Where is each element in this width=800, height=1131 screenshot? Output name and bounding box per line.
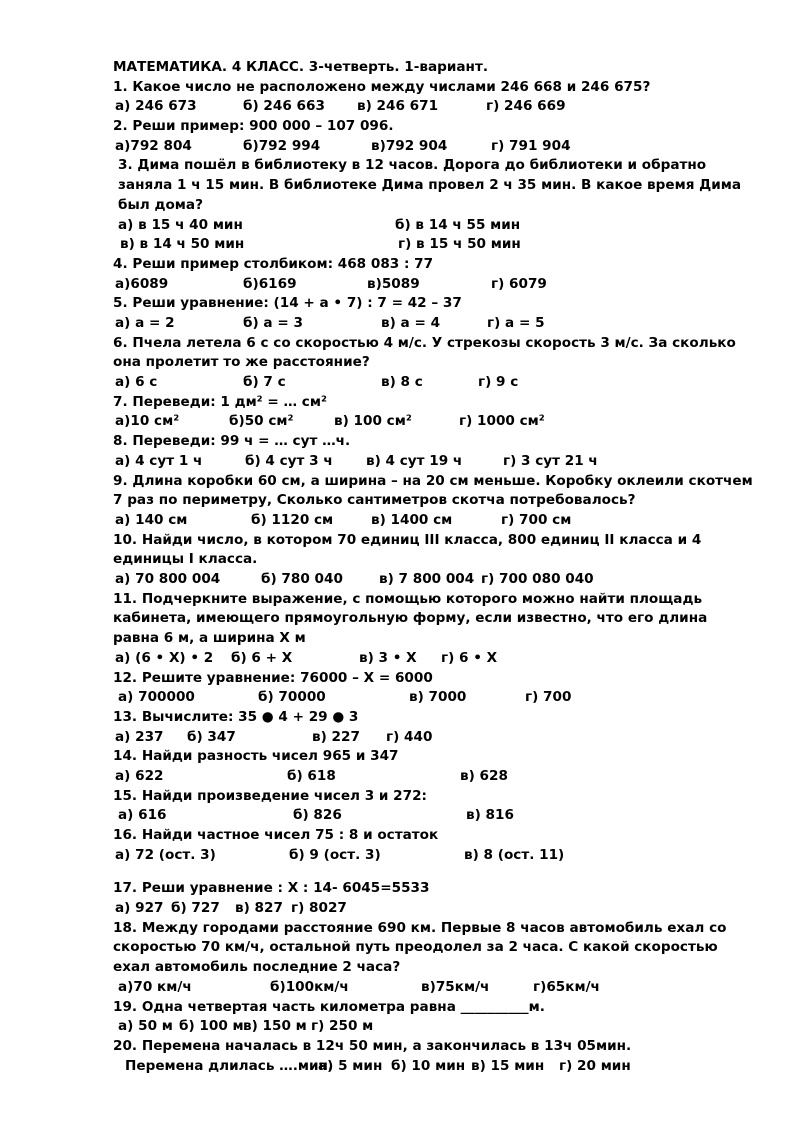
question-10: 10. Найди число, в котором 70 единиц III класса, 800 единиц II класса и 4 единицы I класса. [113, 531, 702, 568]
answers-8 [113, 452, 753, 472]
option-c: в) 4 сут 19 ч [366, 452, 463, 469]
option-d: г) 700 см [501, 511, 572, 528]
answers-6 [113, 373, 753, 393]
option-d: г) 20 мин [559, 1057, 631, 1074]
question-17: 17. Реши уравнение : Х : 14- 6045=5533 [113, 880, 430, 897]
option-a: а)6089 [115, 275, 169, 292]
option-b: б) 10 мин [391, 1057, 466, 1074]
option-a: а) 237 [115, 728, 164, 745]
answers-1 [113, 97, 753, 117]
option-c: в) в 14 ч 50 мин [120, 236, 245, 253]
option-a: а)792 804 [115, 137, 192, 154]
question-20-stem: Перемена длилась ….мин. [125, 1057, 334, 1074]
option-d: г) 440 [386, 728, 433, 745]
option-d: г) а = 5 [487, 314, 545, 331]
worksheet [113, 58, 753, 1076]
option-c: в) 7 800 004 [379, 571, 475, 588]
option-d: г) 246 669 [486, 98, 566, 115]
option-a: а) 70 800 004 [115, 571, 221, 588]
option-d: г) 1000 см² [459, 413, 545, 430]
option-c: в) 227 [312, 728, 360, 745]
option-a: а)70 км/ч [118, 978, 192, 995]
option-b: б) 826 [293, 807, 342, 824]
question-3: 3. Дима пошёл в библиотеку в 12 часов. Дорога до библиотеки и обратно заняла 1 ч 15 мин. В библиотеке Дима провел 2 ч 35 мин. В какое время Дима был дома? [118, 157, 742, 213]
option-b: б) 70000 [258, 689, 326, 706]
option-c: в) 3 • Х [359, 649, 417, 666]
option-a: а) 4 сут 1 ч [115, 452, 203, 469]
question-5: 5. Реши уравнение: (14 + а • 7) : 7 = 42 – 37 [113, 295, 462, 312]
option-a: а) 72 (ост. 3) [115, 846, 216, 863]
answers-14 [113, 767, 753, 787]
question-20: 20. Перемена началась в 12ч 50 мин, а закончилась в 13ч 05мин. [113, 1037, 632, 1054]
option-a: а)10 см² [115, 413, 180, 430]
question-16: 16. Найди частное чисел 75 : 8 и остаток [113, 827, 439, 843]
question-11: 11. Подчеркните выражение, с помощью которого можно найти площадь кабинета, имеющего прямоугольную форму, если известно, что его длина равна 6 м, а ширина Х м [113, 590, 708, 647]
option-a: а) 50 м [118, 1018, 173, 1035]
option-c: в)792 904 [371, 137, 448, 154]
answers-16 [113, 846, 753, 866]
option-b: б) 4 сут 3 ч [245, 452, 333, 469]
option-d: г) 250 м [311, 1018, 374, 1035]
option-b: б)792 994 [243, 137, 321, 154]
question-6: 6. Пчела летела 6 с со скоростью 4 м/с. У стрекозы скорость 3 м/с. За сколько она пролетит то же расстояние? [113, 334, 736, 371]
answers-11 [113, 649, 753, 669]
option-b: б) 618 [287, 767, 336, 784]
question-14: 14. Найди разность чисел 965 и 347 [113, 748, 399, 765]
question-2: 2. Реши пример: 900 000 – 107 096. [113, 118, 394, 135]
option-d: г) 791 904 [491, 137, 571, 154]
option-b: б) 246 663 [243, 98, 325, 115]
question-1: 1. Какое число не расположено между числами 246 668 и 246 675? [113, 78, 651, 95]
option-b: б) 7 с [243, 374, 286, 391]
option-a: а) 6 с [115, 374, 158, 391]
option-d: г) в 15 ч 50 мин [398, 236, 521, 253]
option-a: а) 927 [115, 900, 164, 917]
option-c: в) 827 [235, 900, 283, 917]
option-c: в) 1400 см [371, 511, 453, 528]
answers-12 [113, 688, 753, 708]
option-d: г) 700 [525, 689, 572, 706]
worksheet-title: МАТЕМАТИКА. 4 КЛАСС. 3-четверть. 1-вариант. [113, 59, 488, 75]
answers-7 [113, 412, 753, 432]
option-b: б) а = 3 [243, 314, 303, 331]
option-d: г) 6 • Х [441, 649, 498, 666]
answers-18 [113, 978, 753, 998]
option-c: в)5089 [367, 275, 420, 292]
option-b: б) в 14 ч 55 мин [395, 216, 521, 233]
option-c: в) 628 [460, 767, 508, 784]
option-d: г) 6079 [491, 275, 547, 292]
option-a: а) 700000 [118, 689, 195, 706]
answers-15 [113, 806, 753, 826]
option-c: в) 8 с [381, 374, 423, 391]
option-b: б)100км/ч [270, 978, 349, 995]
option-b: б)6169 [243, 275, 297, 292]
option-a: а) 246 673 [115, 98, 197, 115]
option-a: а) 140 см [115, 511, 188, 528]
option-d: г) 8027 [291, 900, 347, 917]
question-15: 15. Найди произведение чисел 3 и 272: [113, 787, 427, 804]
option-c: в) 150 м [243, 1018, 307, 1035]
option-d: г) 3 сут 21 ч [503, 452, 598, 469]
option-a: а) (6 • Х) • 2 [115, 649, 214, 666]
option-c: в) 246 671 [357, 98, 439, 115]
question-8: 8. Переведи: 99 ч = … сут …ч. [113, 433, 351, 450]
option-a: а) в 15 ч 40 мин [118, 216, 243, 233]
answers-19 [113, 1017, 753, 1037]
question-13: 13. Вычислите: 35 ● 4 + 29 ● 3 [113, 708, 359, 725]
question-19: 19. Одна четвертая часть километра равна __________м. [113, 998, 545, 1015]
option-c: в) 100 см² [334, 413, 412, 430]
answers-3a [113, 216, 753, 236]
question-9: 9. Длина коробки 60 см, а ширина – на 20 см меньше. Коробку оклеили скотчем 7 раз по периметру, Сколько сантиметров скотча потребовалось? [113, 472, 753, 509]
option-c: в) а = 4 [381, 314, 441, 331]
answers-20 [113, 1057, 753, 1077]
answers-13 [113, 728, 753, 748]
option-b: б) 1120 см [251, 511, 334, 528]
option-d: г) 9 с [478, 374, 519, 391]
question-4: 4. Реши пример столбиком: 468 083 : 77 [113, 255, 434, 272]
option-a: а) 622 [115, 767, 164, 784]
option-d: г)65км/ч [533, 978, 600, 995]
option-b: б) 727 [171, 900, 220, 917]
option-b: б) 100 м [179, 1018, 244, 1035]
option-d: г) 700 080 040 [481, 571, 594, 588]
option-c: в) 8 (ост. 11) [464, 846, 565, 863]
option-c: в) 15 мин [471, 1057, 545, 1074]
answers-2 [113, 137, 753, 157]
option-b: б) 347 [187, 728, 236, 745]
question-12: 12. Решите уравнение: 76000 – Х = 6000 [113, 669, 433, 686]
option-c: в) 816 [466, 807, 514, 824]
option-b: б) 6 + Х [231, 649, 293, 666]
answers-3b [113, 235, 753, 255]
answers-9 [113, 511, 753, 531]
option-b: б) 780 040 [261, 571, 343, 588]
answers-4 [113, 275, 753, 295]
option-a: а) а = 2 [115, 314, 175, 331]
answers-17 [113, 899, 753, 919]
option-c: в)75км/ч [421, 978, 490, 995]
question-18: 18. Между городами расстояние 690 км. Первые 8 часов автомобиль ехал со скоростью 70 км/ч, остальной путь преодолел за 2 часа. С какой скоростью ехал автомобиль последние 2 часа? [113, 919, 727, 976]
option-b: б) 9 (ост. 3) [289, 846, 381, 863]
question-7: 7. Переведи: 1 дм² = … см² [113, 393, 327, 410]
option-a: а) 5 мин [318, 1057, 383, 1074]
answers-5 [113, 314, 753, 334]
blank-gap [113, 865, 753, 879]
option-a: а) 616 [118, 807, 167, 824]
answers-10 [113, 570, 753, 590]
option-b: б)50 см² [229, 413, 294, 430]
option-c: в) 7000 [409, 689, 467, 706]
